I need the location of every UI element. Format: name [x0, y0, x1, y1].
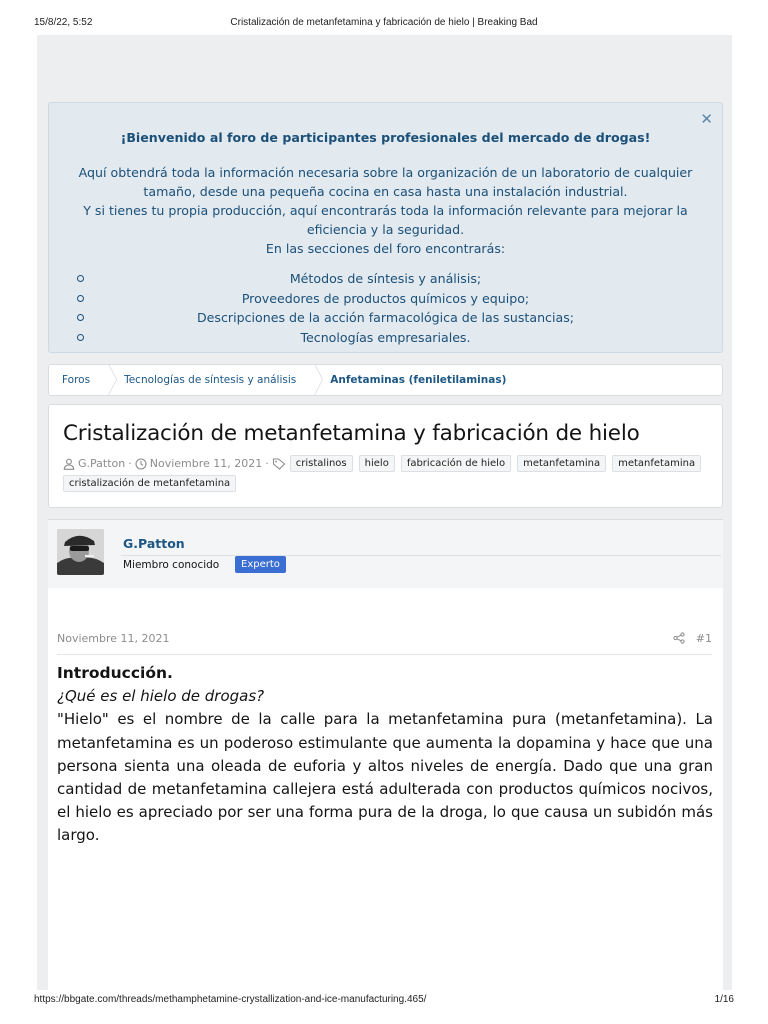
clock-icon — [135, 458, 147, 470]
print-datetime: 15/8/22, 5:52 — [34, 17, 93, 28]
tag-chip[interactable]: cristalinos — [290, 455, 353, 472]
welcome-notice — [48, 102, 723, 353]
share-icon[interactable] — [673, 632, 685, 644]
tag-chip[interactable]: metanfetamina — [517, 455, 606, 472]
thread-author[interactable] — [63, 455, 125, 472]
username[interactable]: G.Patton — [123, 536, 185, 551]
list-item-text: Tecnologías empresariales. — [300, 329, 471, 345]
divider — [57, 654, 712, 655]
print-doc-title: Cristalización de metanfetamina y fabricación de hielo | Breaking Bad — [230, 17, 538, 28]
meta-separator: · — [128, 457, 132, 470]
list-item-text: Proveedores de productos químicos y equipo; — [241, 290, 530, 306]
list-item-text: Métodos de síntesis y análisis; — [289, 271, 482, 286]
tags-icon — [272, 458, 287, 470]
thread-date[interactable] — [135, 455, 263, 472]
tag-chip[interactable]: cristalización de metanfetamina — [63, 475, 236, 492]
print-url: https://bbgate.com/threads/methamphetamine-crystallization-and-ice-manufacturing.465/ — [34, 994, 427, 1005]
notice-body — [49, 163, 722, 258]
notice-list — [49, 269, 722, 347]
thread-author-name: G.Patton — [78, 457, 126, 470]
notice-line-1: Aquí obtendrá toda la información necesaria sobre la organización de un laboratorio de cualquier tamaño, desde una pequeña cocina en casa hasta una instalación industrial. — [78, 165, 693, 199]
print-header — [0, 17, 768, 31]
list-item — [49, 289, 722, 309]
breadcrumb-amphetamines[interactable]: Anfetaminas (feniletilaminas) — [330, 374, 507, 386]
post-date[interactable]: Noviembre 11, 2021 — [57, 632, 170, 645]
post-userbar — [48, 520, 723, 588]
tag-chip[interactable]: hielo — [359, 455, 395, 472]
breadcrumb-forums[interactable]: Foros — [49, 365, 111, 395]
forum-page — [37, 35, 732, 990]
thread-meta — [63, 455, 713, 492]
print-page-number: 1/16 — [714, 994, 734, 1005]
user-icon — [63, 458, 75, 470]
thread-date-text: Noviembre 11, 2021 — [149, 457, 263, 470]
page-title: Cristalización de metanfetamina y fabricación de hielo — [63, 421, 640, 446]
bullet-icon — [77, 314, 84, 321]
tag-chip[interactable]: fabricación de hielo — [401, 455, 511, 472]
notice-line-3: En las secciones del foro encontrarás: — [265, 241, 506, 256]
divider — [121, 555, 721, 556]
list-item — [49, 328, 722, 348]
thread-header — [48, 404, 723, 508]
post-body — [57, 662, 713, 848]
post-heading: Introducción. — [57, 664, 173, 682]
post-paragraph: "Hielo" es el nombre de la calle para la metanfetamina pura (metanfetamina). La metanfetamina es un poderoso estimulante que aumenta la dopamina y hace que una persona sienta una oleada de euforia y altos niveles de energía. Dado que una gran cantidad de metanfetamina callejera está adulterada con productos químicos nocivos, el hielo es apreciado por ser una forma pura de la droga, lo que causa un subidón más largo. — [57, 710, 713, 845]
bullet-icon — [77, 334, 84, 341]
close-icon[interactable]: ✕ — [700, 110, 713, 128]
avatar[interactable] — [57, 529, 104, 575]
post-number[interactable]: #1 — [695, 632, 712, 645]
breadcrumb — [48, 364, 723, 396]
avatar-image — [57, 529, 104, 575]
user-badge: Experto — [235, 556, 286, 573]
list-item — [49, 269, 722, 289]
tag-chip[interactable]: metanfetamina — [612, 455, 701, 472]
user-title: Miembro conocido — [123, 559, 220, 571]
print-footer — [0, 994, 768, 1008]
notice-title: ¡Bienvenido al foro de participantes profesionales del mercado de drogas! — [120, 130, 651, 145]
list-item — [49, 308, 722, 328]
post-question: ¿Qué es el hielo de drogas? — [57, 687, 265, 706]
breadcrumb-synthesis-tech[interactable]: Tecnologías de síntesis y análisis — [111, 365, 317, 395]
notice-line-2: Y si tienes tu propia producción, aquí encontrarás toda la información relevante para mejorar la eficiencia y la seguridad. — [83, 203, 688, 237]
bullet-icon — [77, 295, 84, 302]
post — [48, 519, 723, 990]
post-meta — [57, 632, 712, 648]
meta-separator: · — [265, 457, 269, 470]
bullet-icon — [77, 275, 84, 282]
list-item-text: Descripciones de la acción farmacológica de las sustancias; — [196, 310, 575, 325]
